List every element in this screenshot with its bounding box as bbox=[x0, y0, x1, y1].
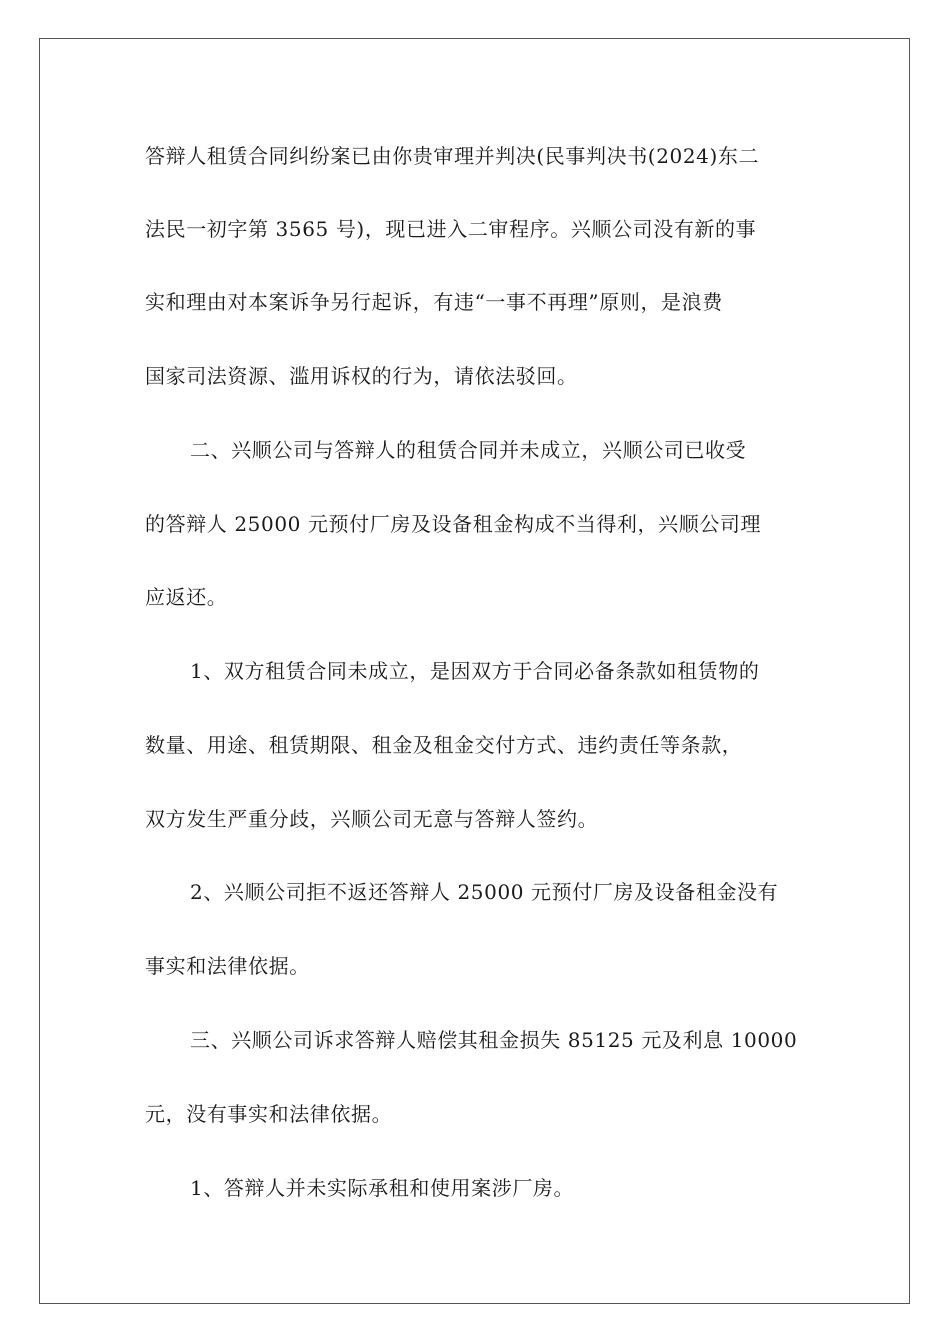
section-two-heading: 二、兴顺公司与答辩人的租赁合同并未成立，兴顺公司已收受 bbox=[190, 438, 747, 462]
section-three-item-one: 1、答辩人并未实际承租和使用案涉厂房。 bbox=[190, 1176, 575, 1200]
document-line-4: 国家司法资源、滥用诉权的行为，请依法驳回。 bbox=[145, 364, 578, 388]
document-line-12: 事实和法律依据。 bbox=[145, 954, 310, 978]
section-three-heading: 三、兴顺公司诉求答辩人赔偿其租金损失 85125 元及利息 10000 bbox=[190, 1028, 798, 1052]
document-line-3: 实和理由对本案诉争另行起诉，有违“一事不再理”原则，是浪费 bbox=[145, 290, 723, 314]
document-line-1: 答辩人租赁合同纠纷案已由你贵审理并判决(民事判决书(2024)东二 bbox=[145, 144, 760, 168]
document-line-9: 数量、用途、租赁期限、租金及租金交付方式、违约责任等条款， bbox=[145, 733, 743, 757]
document-line-6: 的答辩人 25000 元预付厂房及设备租金构成不当得利，兴顺公司理 bbox=[145, 512, 762, 536]
document-line-2: 法民一初字第 3565 号)，现已进入二审程序。兴顺公司没有新的事 bbox=[145, 217, 757, 241]
item-one-paragraph-start: 1、双方租赁合同未成立，是因双方于合同必备条款如租赁物的 bbox=[190, 659, 760, 683]
document-line-10: 双方发生严重分歧，兴顺公司无意与答辩人签约。 bbox=[145, 807, 599, 831]
document-line-14: 元，没有事实和法律依据。 bbox=[145, 1102, 393, 1126]
item-two-paragraph-start: 2、兴顺公司拒不返还答辩人 25000 元预付厂房及设备租金没有 bbox=[190, 880, 779, 904]
document-line-7: 应返还。 bbox=[145, 585, 228, 609]
